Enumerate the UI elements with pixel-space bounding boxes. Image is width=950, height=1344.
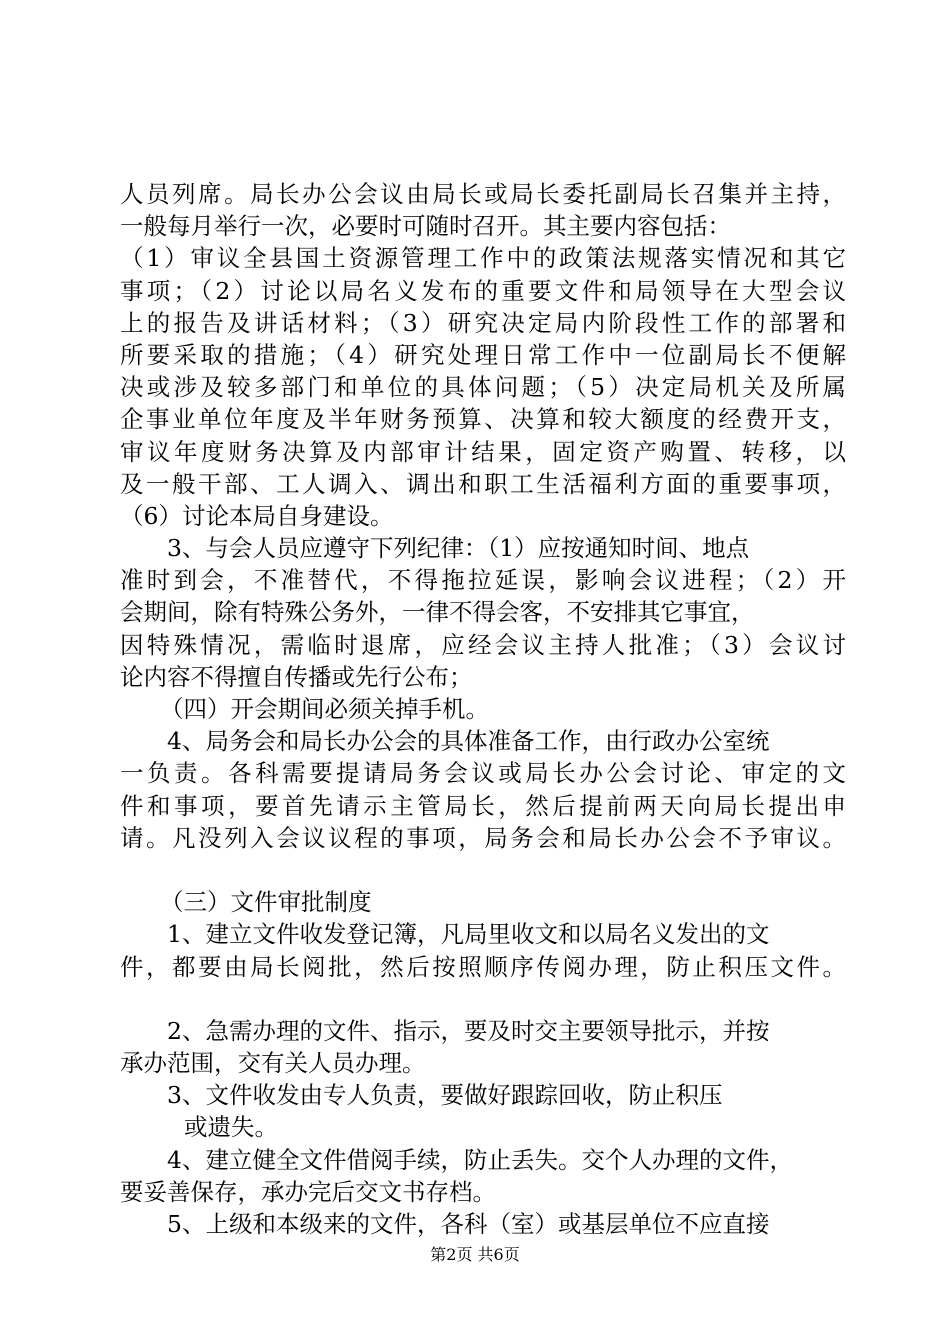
text-line: 请。凡没列入会议议程的事项，局务会和局长办公会不予审议。 [120,823,846,852]
text-line: 事项；（2）讨论以局名义发布的重要文件和局领导在大型会议 [120,276,846,305]
text-line: 审议年度财务决算及内部审计结果，固定资产购置、转移，以 [120,437,846,466]
text-line: 会期间，除有特殊公务外，一律不得会客，不安排其它事宜， [120,598,755,627]
text-line: 4、建立健全文件借阅手续，防止丢失。交个人办理的文件， [167,1145,793,1174]
document-body [120,178,846,1240]
text-line: 一般每月举行一次，必要时可随时召开。其主要内容包括： [120,212,731,241]
text-line: 1、建立文件收发登记簿，凡局里收文和以局名义发出的文 [167,920,770,949]
text-line: 3、文件收发由专人负责，要做好跟踪回收，防止积压 [167,1081,723,1110]
text-line: 论内容不得擅自传播或先行公布； [120,662,473,691]
text-line: 人员列席。局长办公会议由局长或局长委托副局长召集并主持， [120,180,846,208]
text-line: 4、局务会和局长办公会的具体准备工作，由行政办公室统 [167,727,770,756]
text-line: 件，都要由局长阅批，然后按照顺序传阅办理，防止积压文件。 [120,952,846,981]
text-line: 2、急需办理的文件、指示，要及时交主要领导批示，并按 [167,1016,770,1045]
text-line: 一负责。各科需要提请局务会议或局长办公会讨论、审定的文 [120,759,846,788]
text-line: 准时到会，不准替代，不得拖拉延误，影响会议进程；（2）开 [120,566,846,595]
section-heading: （三）文件审批制度 [160,888,372,917]
text-line: 承办范围，交有关人员办理。 [120,1049,426,1078]
text-line: 企事业单位年度及半年财务预算、决算和较大额度的经费开支， [120,405,846,434]
text-line: （1）审议全县国土资源管理工作中的政策法规落实情况和其它 [120,244,846,273]
text-line: 要妥善保存，承办完后交文书存档。 [120,1177,496,1206]
text-line: 上的报告及讲话材料；（3）研究决定局内阶段性工作的部署和 [120,308,846,337]
text-line: 或遗失。 [184,1113,278,1142]
blank-line [120,854,846,886]
blank-line [120,983,846,1015]
page-footer: 第2页 共6页 [430,1245,520,1264]
text-line: 及一般干部、工人调入、调出和职工生活福利方面的重要事项， [120,469,846,498]
text-line: 决或涉及较多部门和单位的具体问题；（5）决定局机关及所属 [120,373,846,402]
text-line: 所要采取的措施；（4）研究处理日常工作中一位副局长不便解 [120,340,846,369]
text-line: 3、与会人员应遵守下列纪律：（1）应按通知时间、地点 [167,534,750,563]
text-line: 5、上级和本级来的文件，各科（室）或基层单位不应直接 [167,1210,770,1238]
text-line: 件和事项，要首先请示主管局长，然后提前两天向局长提出申 [120,791,846,820]
text-line: 因特殊情况，需临时退席，应经会议主持人批准；（3）会议讨 [120,630,846,659]
text-line: （6）讨论本局自身建设。 [120,501,394,530]
section-heading: （四）开会期间必须关掉手机。 [160,695,489,723]
